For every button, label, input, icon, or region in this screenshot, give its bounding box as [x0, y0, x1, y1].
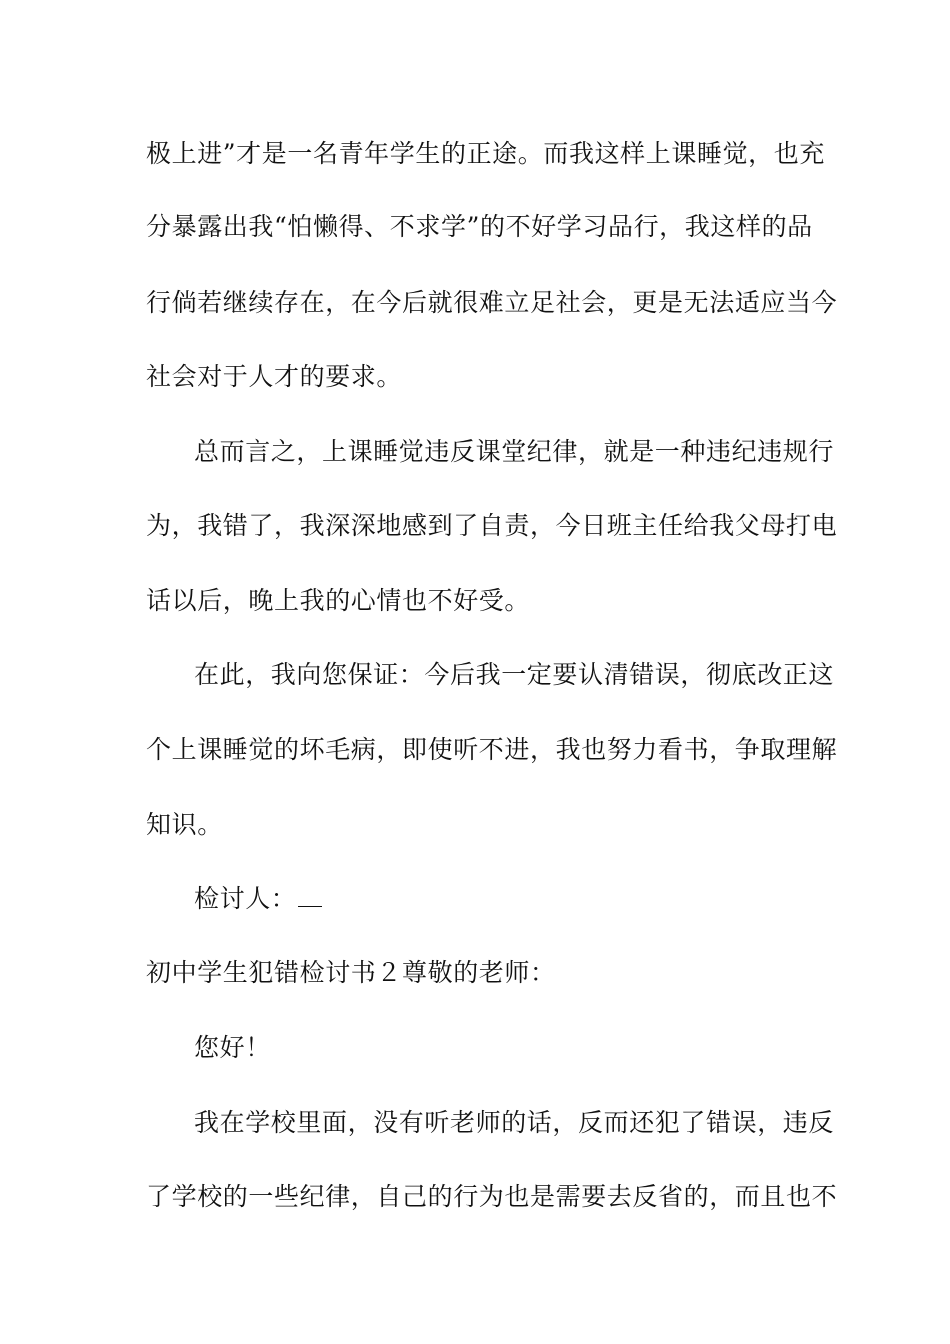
text-line: 话以后，晚上我的心情也不好受。: [146, 586, 531, 615]
text-line: 了学校的一些纪律，自己的行为也是需要去反省的，而且也不: [146, 1182, 838, 1211]
section-heading: 初中学生犯错检讨书２尊敬的老师：: [146, 958, 556, 987]
text-line: 总而言之，上课睡觉违反课堂纪律，就是一种违纪违规行: [194, 437, 835, 466]
text-line: 行倘若继续存在，在今后就很难立足社会，更是无法适应当今: [146, 288, 838, 317]
text-line: 极上进”才是一名青年学生的正途。而我这样上课睡觉，也充: [146, 139, 825, 168]
text-line: 为，我错了，我深深地感到了自责，今日班主任给我父母打电: [146, 511, 838, 540]
signature-label: 检讨人：: [194, 884, 297, 913]
signature-blank: [298, 888, 322, 907]
text-line: 社会对于人才的要求。: [146, 362, 403, 391]
text-line: 知识。: [146, 810, 223, 839]
signature-line: [194, 879, 322, 919]
text-line: 个上课睡觉的坏毛病，即使听不进，我也努力看书，争取理解: [146, 735, 838, 764]
text-line: 我在学校里面，没有听老师的话，反而还犯了错误，违反: [194, 1108, 835, 1137]
text-line: 在此，我向您保证：今后我一定要认清错误，彻底改正这: [194, 660, 835, 689]
text-line: 分暴露出我“怕懒得、不求学”的不好学习品行，我这样的品: [146, 212, 813, 241]
greeting-line: 您好！: [194, 1033, 271, 1062]
